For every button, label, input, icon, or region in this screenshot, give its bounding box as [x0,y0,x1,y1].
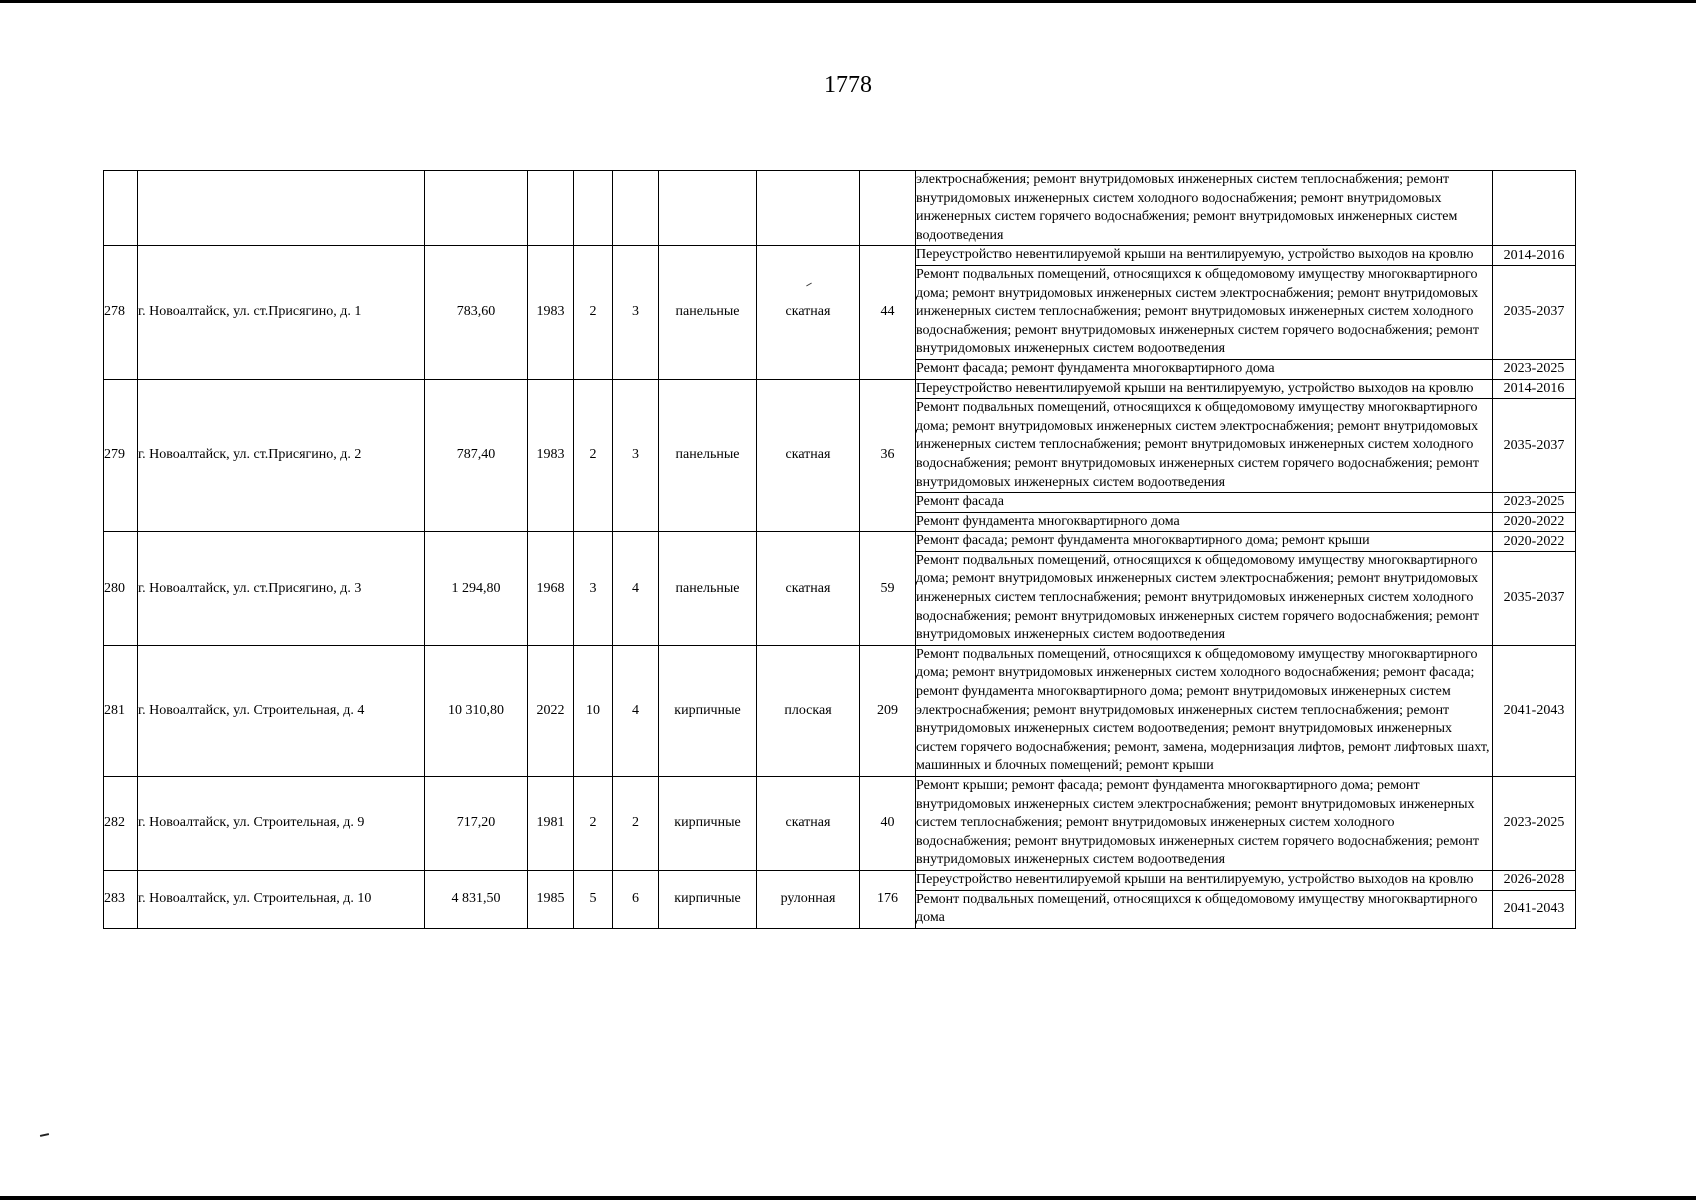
year-cell: 2022 [528,645,574,776]
row-number: 283 [104,870,138,928]
wall-material-cell: кирпичные [659,870,757,928]
residents-cell: 176 [860,870,916,928]
floors-cell: 2 [574,246,613,379]
roof-type-cell: рулонная [757,870,860,928]
table-row [104,379,1576,399]
work-period-cell: 2014-2016 [1493,379,1576,399]
address-cell: г. Новоалтайск, ул. Строительная, д. 10 [138,870,425,928]
work-description-cell: Ремонт фундамента многоквартирного дома [916,512,1493,532]
work-period-cell: 2026-2028 [1493,870,1576,890]
entrances-cell: 4 [613,645,659,776]
row-number: 281 [104,645,138,776]
roof-type-cell: скатная [757,777,860,871]
area-cell: 787,40 [425,379,528,532]
work-period-cell: 2023-2025 [1493,777,1576,871]
wall-material-cell: кирпичные [659,777,757,871]
table-row [104,777,1576,871]
floors-cell: 3 [574,532,613,646]
roof-type-cell: скатная [757,379,860,532]
work-description-cell: электроснабжения; ремонт внутридомовых инженерных систем теплоснабжения; ремонт внутридомовых инженерных систем холодного водоснабжения; ремонт внутридомовых инженерных систем горячего водоснабжения; ремонт внутридомовых инженерных систем водоотведения [916,171,1493,246]
residents-cell: 36 [860,379,916,532]
page-number: 1778 [824,72,872,98]
work-description-cell: Переустройство невентилируемой крыши на вентилируемую, устройство выходов на кровлю [916,246,1493,266]
floors-cell: 2 [574,379,613,532]
work-description-cell: Ремонт фасада [916,493,1493,513]
work-period-cell [1493,171,1576,246]
work-period-cell: 2014-2016 [1493,246,1576,266]
work-description-cell: Ремонт подвальных помещений, относящихся к общедомовому имуществу многоквартирного дома [916,890,1493,928]
roof-type-cell: скатная [757,246,860,379]
residents-cell: 209 [860,645,916,776]
year-cell: 1968 [528,532,574,646]
row-number: 282 [104,777,138,871]
area-cell: 4 831,50 [425,870,528,928]
residents-cell: 59 [860,532,916,646]
work-period-cell: 2035-2037 [1493,551,1576,645]
wall-material-cell: кирпичные [659,645,757,776]
entrances-cell: 4 [613,532,659,646]
row-number [104,171,138,246]
work-description-cell: Ремонт фасада; ремонт фундамента многоквартирного дома [916,359,1493,379]
area-cell: 783,60 [425,246,528,379]
entrances-cell: 3 [613,246,659,379]
address-cell: г. Новоалтайск, ул. Строительная, д. 9 [138,777,425,871]
row-number: 278 [104,246,138,379]
year-cell: 1981 [528,777,574,871]
floors-cell: 2 [574,777,613,871]
year-cell [528,171,574,246]
entrances-cell: 6 [613,870,659,928]
entrances-cell: 3 [613,379,659,532]
year-cell: 1983 [528,379,574,532]
year-cell: 1985 [528,870,574,928]
table-row [104,532,1576,552]
work-period-cell: 2041-2043 [1493,890,1576,928]
floors-cell [574,171,613,246]
entrances-cell: 2 [613,777,659,871]
wall-material-cell [659,171,757,246]
floors-cell: 5 [574,870,613,928]
address-cell: г. Новоалтайск, ул. ст.Присягино, д. 3 [138,532,425,646]
housing-registry-table [103,170,1576,929]
work-description-cell: Ремонт подвальных помещений, относящихся к общедомовому имуществу многоквартирного дома; ремонт внутридомовых инженерных систем электроснабжения; ремонт внутридомовых инженерных систем теплоснабжения; ремонт внутридомовых инженерных систем холодного водоснабжения; ремонт внутридомовых инженерных систем горячего водоснабжения; ремонт внутридомовых инженерных систем водоотведения [916,399,1493,493]
work-period-cell: 2023-2025 [1493,493,1576,513]
scan-bottom-edge [0,1196,1696,1200]
work-period-cell: 2035-2037 [1493,265,1576,359]
table-row [104,645,1576,776]
work-period-cell: 2041-2043 [1493,645,1576,776]
floors-cell: 10 [574,645,613,776]
work-description-cell: Ремонт подвальных помещений, относящихся к общедомовому имуществу многоквартирного дома; ремонт внутридомовых инженерных систем электроснабжения; ремонт внутридомовых инженерных систем теплоснабжения; ремонт внутридомовых инженерных систем холодного водоснабжения; ремонт внутридомовых инженерных систем горячего водоснабжения; ремонт внутридомовых инженерных систем водоотведения [916,551,1493,645]
area-cell: 1 294,80 [425,532,528,646]
address-cell: г. Новоалтайск, ул. ст.Присягино, д. 2 [138,379,425,532]
entrances-cell [613,171,659,246]
roof-type-cell: скатная [757,532,860,646]
address-cell: г. Новоалтайск, ул. ст.Присягино, д. 1 [138,246,425,379]
wall-material-cell: панельные [659,532,757,646]
residents-cell [860,171,916,246]
area-cell [425,171,528,246]
work-description-cell: Ремонт крыши; ремонт фасада; ремонт фундамента многоквартирного дома; ремонт внутридомовых инженерных систем электроснабжения; ремонт внутридомовых инженерных систем теплоснабжения; ремонт внутридомовых инженерных систем холодного водоснабжения; ремонт внутридомовых инженерных систем горячего водоснабжения; ремонт внутридомовых инженерных систем водоотведения [916,777,1493,871]
work-period-cell: 2020-2022 [1493,512,1576,532]
wall-material-cell: панельные [659,246,757,379]
work-description-cell: Переустройство невентилируемой крыши на вентилируемую, устройство выходов на кровлю [916,870,1493,890]
work-description-cell: Ремонт подвальных помещений, относящихся к общедомовому имуществу многоквартирного дома; ремонт внутридомовых инженерных систем электроснабжения; ремонт внутридомовых инженерных систем теплоснабжения; ремонт внутридомовых инженерных систем холодного водоснабжения; ремонт внутридомовых инженерных систем горячего водоснабжения; ремонт внутридомовых инженерных систем водоотведения [916,265,1493,359]
table-body [104,171,1576,929]
work-description-cell: Ремонт подвальных помещений, относящихся к общедомовому имуществу многоквартирного дома; ремонт внутридомовых инженерных систем холодного водоснабжения; ремонт фасада; ремонт фундамента многоквартирного дома; ремонт внутридомовых инженерных систем электроснабжения; ремонт внутридомовых инженерных систем теплоснабжения; ремонт внутридомовых инженерных систем водоотведения; ремонт внутридомовых инженерных систем горячего водоснабжения; ремонт, замена, модернизация лифтов, ремонт лифтовых шахт, машинных и блочных помещений; ремонт крыши [916,645,1493,776]
table-row [104,171,1576,246]
area-cell: 717,20 [425,777,528,871]
year-cell: 1983 [528,246,574,379]
scan-top-edge [0,0,1696,3]
residents-cell: 44 [860,246,916,379]
wall-material-cell: панельные [659,379,757,532]
table-row [104,246,1576,266]
area-cell: 10 310,80 [425,645,528,776]
roof-type-cell: плоская [757,645,860,776]
address-cell: г. Новоалтайск, ул. Строительная, д. 4 [138,645,425,776]
residents-cell: 40 [860,777,916,871]
work-description-cell: Переустройство невентилируемой крыши на вентилируемую, устройство выходов на кровлю [916,379,1493,399]
work-period-cell: 2023-2025 [1493,359,1576,379]
table-row [104,870,1576,890]
scan-artifact [40,1133,49,1137]
row-number: 279 [104,379,138,532]
work-period-cell: 2035-2037 [1493,399,1576,493]
row-number: 280 [104,532,138,646]
address-cell [138,171,425,246]
work-description-cell: Ремонт фасада; ремонт фундамента многоквартирного дома; ремонт крыши [916,532,1493,552]
roof-type-cell [757,171,860,246]
work-period-cell: 2020-2022 [1493,532,1576,552]
